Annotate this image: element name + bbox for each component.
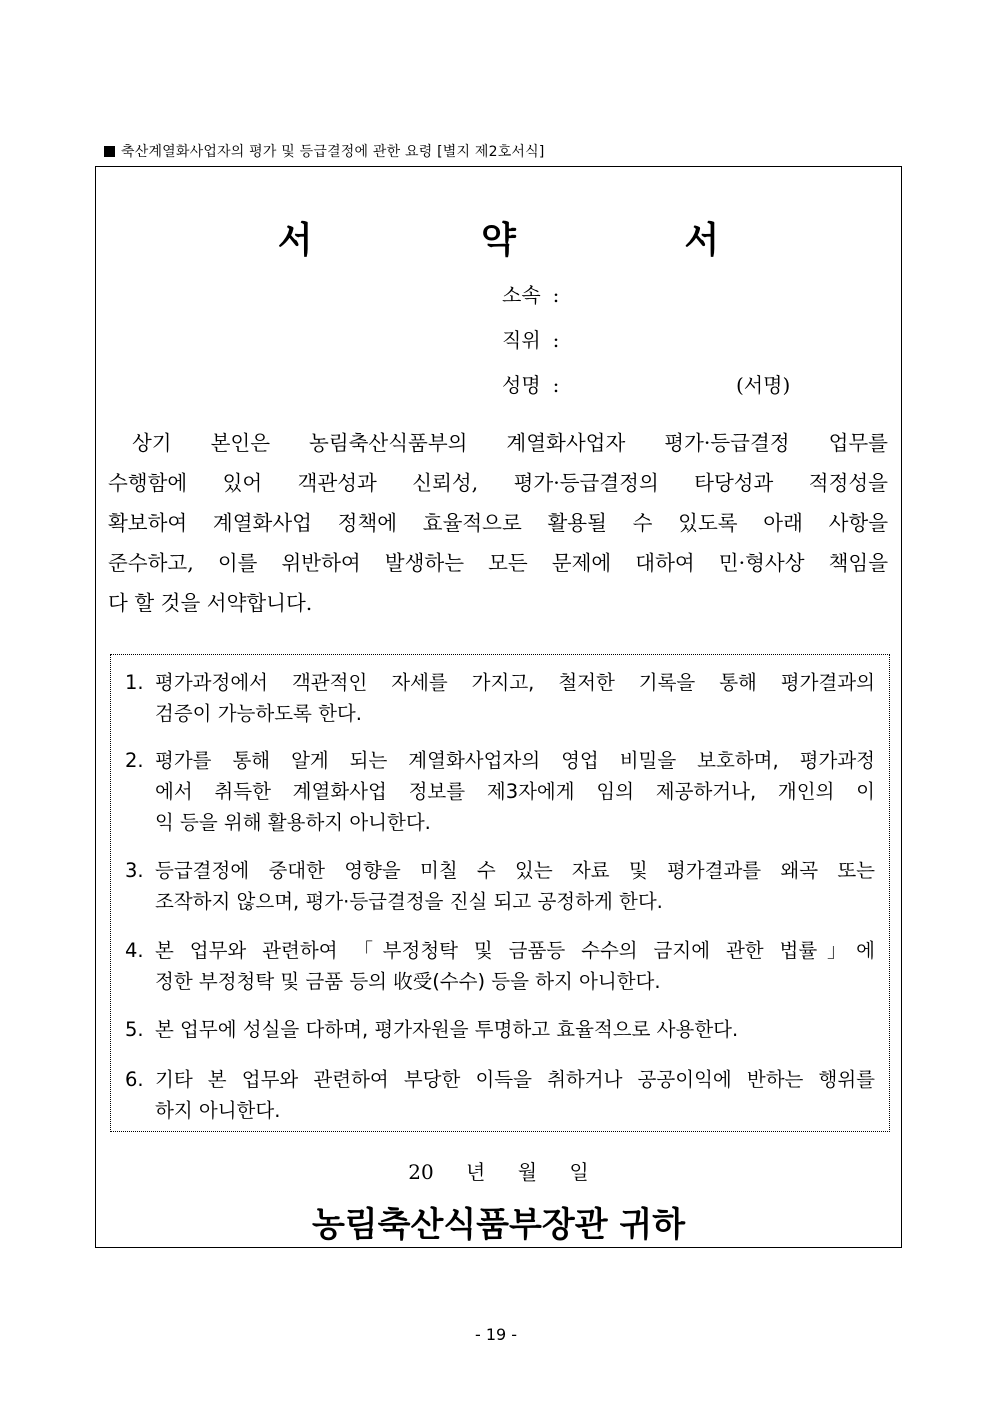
pledge-form-frame <box>95 166 902 1248</box>
pledge-item-3 <box>125 855 875 917</box>
item-line: 평가를 통해 알게 되는 계열화사업자의 영업 비밀을 보호하며, 평가과정 <box>155 749 875 772</box>
pledge-line-3: 확보하여 계열화사업 정책에 효율적으로 활용될 수 있도록 아래 사항을 <box>108 511 888 535</box>
pledge-items-box <box>110 654 890 1132</box>
position-label: 직위 <box>502 328 541 352</box>
item-line: 하지 아니한다. <box>155 1099 281 1122</box>
page-number: - 19 - <box>474 1325 518 1344</box>
document-title: 서 약 서 <box>277 219 798 261</box>
pledge-item-4 <box>125 935 875 997</box>
item-number: 4. <box>125 939 144 962</box>
pledge-line-4: 준수하고, 이를 위반하여 발생하는 모든 문제에 대하여 민·형사상 책임을 <box>108 551 888 575</box>
signature-mark: (서명) <box>736 373 791 397</box>
affiliation-colon: : <box>552 283 560 307</box>
item-line: 에서 취득한 계열화사업 정보를 제3자에게 임의 제공하거나, 개인의 이 <box>155 780 875 803</box>
item-number: 5. <box>125 1018 144 1041</box>
item-number: 1. <box>125 671 144 694</box>
black-square-icon <box>104 146 115 157</box>
pledge-item-5 <box>125 1014 875 1045</box>
position-colon: : <box>552 328 560 352</box>
item-line: 등급결정에 중대한 영향을 미칠 수 있는 자료 및 평가결과를 왜곡 또는 <box>155 859 875 882</box>
item-line: 익 등을 위해 활용하지 아니한다. <box>155 811 431 834</box>
item-line: 검증이 가능하도록 한다. <box>155 702 362 725</box>
pledge-line-2: 수행함에 있어 객관성과 신뢰성, 평가·등급결정의 타당성과 적정성을 <box>108 471 888 495</box>
pledge-line-5: 다 할 것을 서약합니다. <box>108 591 313 615</box>
pledge-item-2 <box>125 745 875 838</box>
form-reference-header <box>104 141 545 161</box>
pledge-item-6 <box>125 1064 875 1126</box>
name-colon: : <box>552 373 560 397</box>
pledge-line-1: 상기 본인은 농림축산식품부의 계열화사업자 평가·등급결정 업무를 <box>132 431 888 455</box>
item-line: 조작하지 않으며, 평가·등급결정을 진실 되고 공정하게 한다. <box>155 890 663 913</box>
name-label: 성명 <box>502 373 541 397</box>
item-number: 2. <box>125 749 144 772</box>
recipient-line: 농림축산식품부장관 귀하 <box>311 1205 686 1245</box>
name-field <box>502 369 559 398</box>
date-line: 20 년 월 일 <box>408 1160 589 1184</box>
item-number: 6. <box>125 1068 144 1091</box>
item-line: 본 업무에 성실을 다하며, 평가자원을 투명하고 효율적으로 사용한다. <box>155 1018 739 1041</box>
form-reference-text: 축산계열화사업자의 평가 및 등급결정에 관한 요령 [별지 제2호서식] <box>121 144 545 160</box>
pledge-paragraph <box>108 423 888 623</box>
affiliation-field <box>502 279 559 308</box>
item-line: 평가과정에서 객관적인 자세를 가지고, 철저한 기록을 통해 평가결과의 <box>155 671 875 694</box>
item-line: 기타 본 업무와 관련하여 부당한 이득을 취하거나 공공이익에 반하는 행위를 <box>155 1068 875 1091</box>
affiliation-label: 소속 <box>502 283 541 307</box>
position-field <box>502 324 559 353</box>
item-line: 정한 부정청탁 및 금품 등의 收受(수수) 등을 하지 아니한다. <box>155 970 661 993</box>
item-number: 3. <box>125 859 144 882</box>
pledge-item-1 <box>125 667 875 729</box>
item-line: 본 업무와 관련하여 「부정청탁 및 금품등 수수의 금지에 관한 법률」에 <box>155 939 875 962</box>
